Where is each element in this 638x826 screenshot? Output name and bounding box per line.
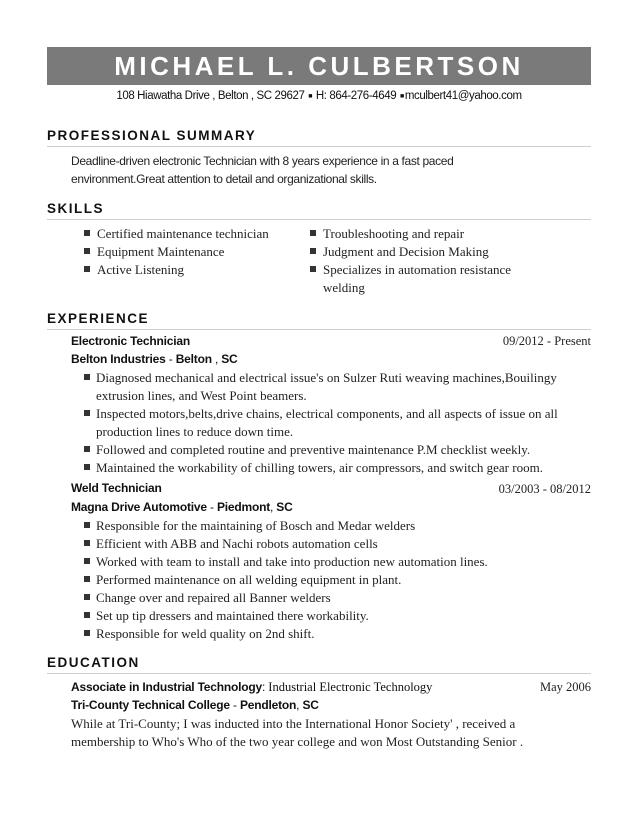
degree-field: Industrial Electronic Technology: [268, 680, 433, 694]
square-bullet-icon: [84, 630, 90, 636]
job-title: Electronic Technician: [71, 334, 190, 348]
job-bullet: Performed maintenance on all welding equipment in plant.: [84, 571, 584, 589]
job-bullet: Set up tip dressers and maintained there workability.: [84, 607, 584, 625]
job-bullet: Diagnosed mechanical and electrical issue's on Sulzer Ruti weaving machines,Bouilingy extrusion lines, and West Point beamers.: [84, 369, 584, 405]
square-bullet-icon: [84, 594, 90, 600]
square-bullet-icon: [310, 248, 316, 254]
degree-name: Associate in Industrial Technology: [71, 680, 263, 694]
square-bullet-icon: [84, 576, 90, 582]
job-bullet: Worked with team to install and take into production new automation lines.: [84, 553, 584, 571]
square-bullet-icon: [310, 230, 316, 236]
square-bullet-icon: [84, 464, 90, 470]
job-bullet: Efficient with ABB and Nachi robots automation cells: [84, 535, 584, 553]
degree-date: May 2006: [539, 680, 591, 694]
divider: [47, 219, 591, 220]
square-bullet-icon: [84, 522, 90, 528]
skill-item: Certified maintenance technician: [84, 225, 314, 243]
job-bullet: Followed and completed routine and preventive maintenance P.M checklist weekly.: [84, 441, 584, 459]
section-title-summary: PROFESSIONAL SUMMARY: [47, 128, 257, 143]
section-title-education: EDUCATION: [47, 655, 140, 670]
skill-item: Troubleshooting and repair: [310, 225, 530, 243]
job-bullet: Inspected motors,belts,drive chains, electrical components, and all aspects of issue on all production lines to reduce down time.: [84, 405, 584, 441]
skill-item: Specializes in automation resistance welding: [310, 261, 530, 297]
job-title: Weld Technician: [71, 481, 162, 495]
square-bullet-icon: [84, 558, 90, 564]
square-bullet-icon: [84, 540, 90, 546]
square-bullet-icon: [84, 230, 90, 236]
phone: H: 864-276-4649: [315, 90, 397, 102]
skill-item: Equipment Maintenance: [84, 243, 314, 261]
divider: [47, 146, 591, 147]
company-line: Magna Drive Automotive - Piedmont, SC: [71, 500, 293, 514]
job-dates: 09/2012 - Present: [502, 334, 591, 348]
job-bullet: Responsible for weld quality on 2nd shift.: [84, 625, 584, 643]
separator-square-icon: ■: [399, 93, 404, 100]
square-bullet-icon: [84, 410, 90, 416]
degree-line: Associate in Industrial Technology: Industrial Electronic Technology: [71, 680, 433, 694]
square-bullet-icon: [84, 446, 90, 452]
job-bullet: Maintained the workability of chilling towers, air compressors, and switch gear room.: [84, 459, 584, 477]
separator-square-icon: ■: [308, 93, 313, 100]
company-city: Piedmont: [216, 500, 271, 514]
school-line: Tri-County Technical College - Pendleton, SC: [71, 698, 319, 712]
skill-item: Judgment and Decision Making: [310, 243, 530, 261]
summary-line: environment.Great attention to detail and organizational skills.: [71, 172, 377, 186]
contact-line: [47, 90, 591, 102]
company-state: SC: [221, 352, 238, 366]
divider: [47, 329, 591, 330]
job-dates: 03/2003 - 08/2012: [498, 482, 591, 496]
email[interactable]: mculbert41@yahoo.com: [404, 90, 522, 102]
job-bullets: [84, 369, 584, 477]
company-line: Belton Industries - Belton , SC: [71, 352, 238, 366]
square-bullet-icon: [84, 266, 90, 272]
school-city: Pendleton: [239, 698, 297, 712]
job-bullet: Responsible for the maintaining of Bosch and Medar welders: [84, 517, 584, 535]
school-name: Tri-County Technical College: [71, 698, 230, 712]
address: 108 Hiawatha Drive , Belton , SC 29627: [116, 90, 305, 102]
education-description: While at Tri-County; I was inducted into the International Honor Society' , received a membership to Who's Who of the two year college and won Most Outstanding Senior .: [71, 716, 524, 749]
square-bullet-icon: [84, 612, 90, 618]
square-bullet-icon: [84, 248, 90, 254]
skill-item: Active Listening: [84, 261, 314, 279]
company-name: Magna Drive Automotive: [71, 500, 207, 514]
skills-list-left: [84, 225, 314, 279]
square-bullet-icon: [84, 374, 90, 380]
section-title-experience: EXPERIENCE: [47, 311, 150, 326]
job-bullet: Change over and repaired all Banner welders: [84, 589, 584, 607]
resume-name: MICHAEL L. CULBERTSON: [47, 47, 591, 85]
company-name: Belton Industries: [71, 352, 166, 366]
section-title-skills: SKILLS: [47, 201, 105, 216]
company-state: SC: [276, 500, 293, 514]
summary-line: Deadline-driven electronic Technician with 8 years experience in a fast paced: [71, 154, 454, 168]
square-bullet-icon: [310, 266, 316, 272]
company-city: Belton: [175, 352, 212, 366]
school-state: SC: [302, 698, 319, 712]
skills-list-right: [310, 225, 530, 297]
summary-text: [71, 152, 571, 188]
divider: [47, 673, 591, 674]
job-bullets: [84, 517, 584, 643]
